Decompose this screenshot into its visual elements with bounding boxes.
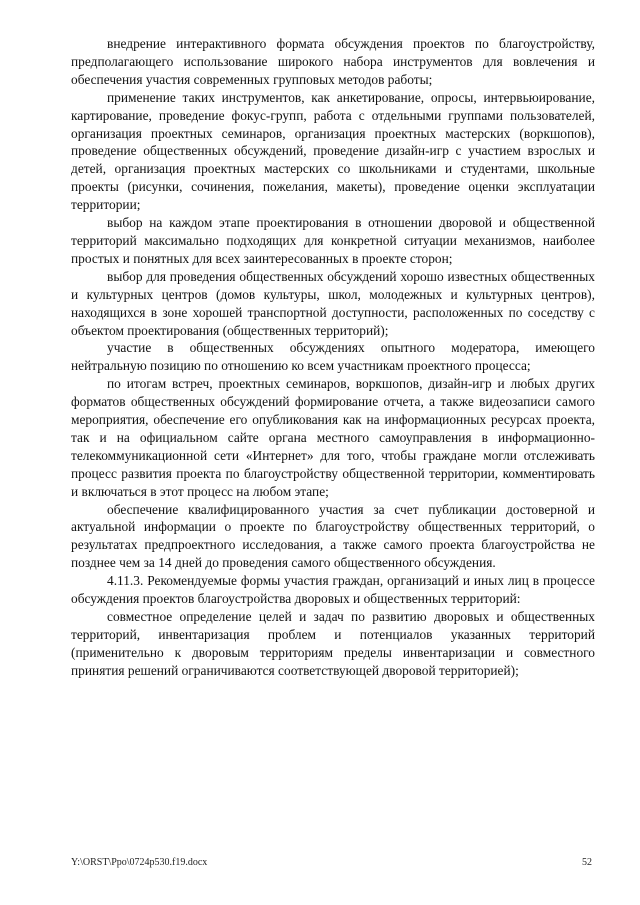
paragraph-moderator: участие в общественных обсуждениях опытного модератора, имеющего нейтральную позицию по отношению ко всем участникам проектного процесса; <box>71 340 595 374</box>
paragraph-report: по итогам встреч, проектных семинаров, воркшопов, дизайн-игр и любых других форматов общественных обсуждений формирование отчета, а также видеозаписи самого мероприятия, обеспечение его опубликования как на информационных ресурсах проекта, так и на официальном сайте органа местного самоуправления в информационно-телекоммуникационной сети «Интернет» для того, чтобы граждане могли отслеживать процесс развития проекта по благоустройству общественной территории, комментировать и включаться в этот процесс на любом этапе; <box>71 376 595 499</box>
paragraph-interactive-format: внедрение интерактивного формата обсуждения проектов по благоустройству, предполагающего использование широкого набора инструментов для вовлечения и обеспечения участия современных групповых методов работы; <box>71 36 595 87</box>
paragraph-joint-goals: совместное определение целей и задач по развитию дворовых и общественных территорий, инвентаризация проблем и потенциалов указанных территорий (применительно к дворовым территориям пределы инвентаризации и совместного принятия решений ограничиваются соответствующей дворовой территорией); <box>71 609 595 678</box>
footer-page-number: 52 <box>582 857 592 868</box>
paragraph-tools: применение таких инструментов, как анкетирование, опросы, интервьюирование, картирование, проведение фокус-групп, работа с отдельными группами пользователей, организация проектных семинаров, организация проектных мастерских (воркшопов), проведение общественных обсуждений, проведение дизайн-игр с участием взрослых и детей, организация проектных мастерских со школьниками и студентами, школьные проекты (рисунки, сочинения, пожелания, макеты), проведение оценки эксплуатации территории; <box>71 89 595 213</box>
footer-file-path: Y:\ORST\Ppo\0724p530.f19.docx <box>71 857 208 868</box>
paragraph-venue-choice: выбор для проведения общественных обсуждений хорошо известных общественных и культурных центров (домов культуры, школ, молодежных и культурных центров), находящихся в зоне хорошей транспортной доступности, расположенных по соседству с объектом проектирования (общественных территорий); <box>71 268 595 338</box>
paragraph-mechanism-choice: выбор на каждом этапе проектирования в отношении дворовой и общественной территорий максимально подходящих для конкретной ситуации механизмов, наиболее простых и понятных для всех заинтересованных в проекте сторон; <box>71 215 595 266</box>
paragraph-section-4-11-3: 4.11.3. Рекомендуемые формы участия граждан, организаций и иных лиц в процессе обсуждения проектов благоустройства дворовых и общественных территорий: <box>71 573 595 607</box>
paragraph-qualified-participation: обеспечение квалифицированного участия за счет публикации достоверной и актуальной информации о проекте по благоустройству общественных территорий, о результатах предпроектного исследования, а также самого проекта благоустройства не позднее чем за 14 дней до проведения самого общественного обсуждения. <box>71 501 595 571</box>
document-body <box>71 35 595 680</box>
